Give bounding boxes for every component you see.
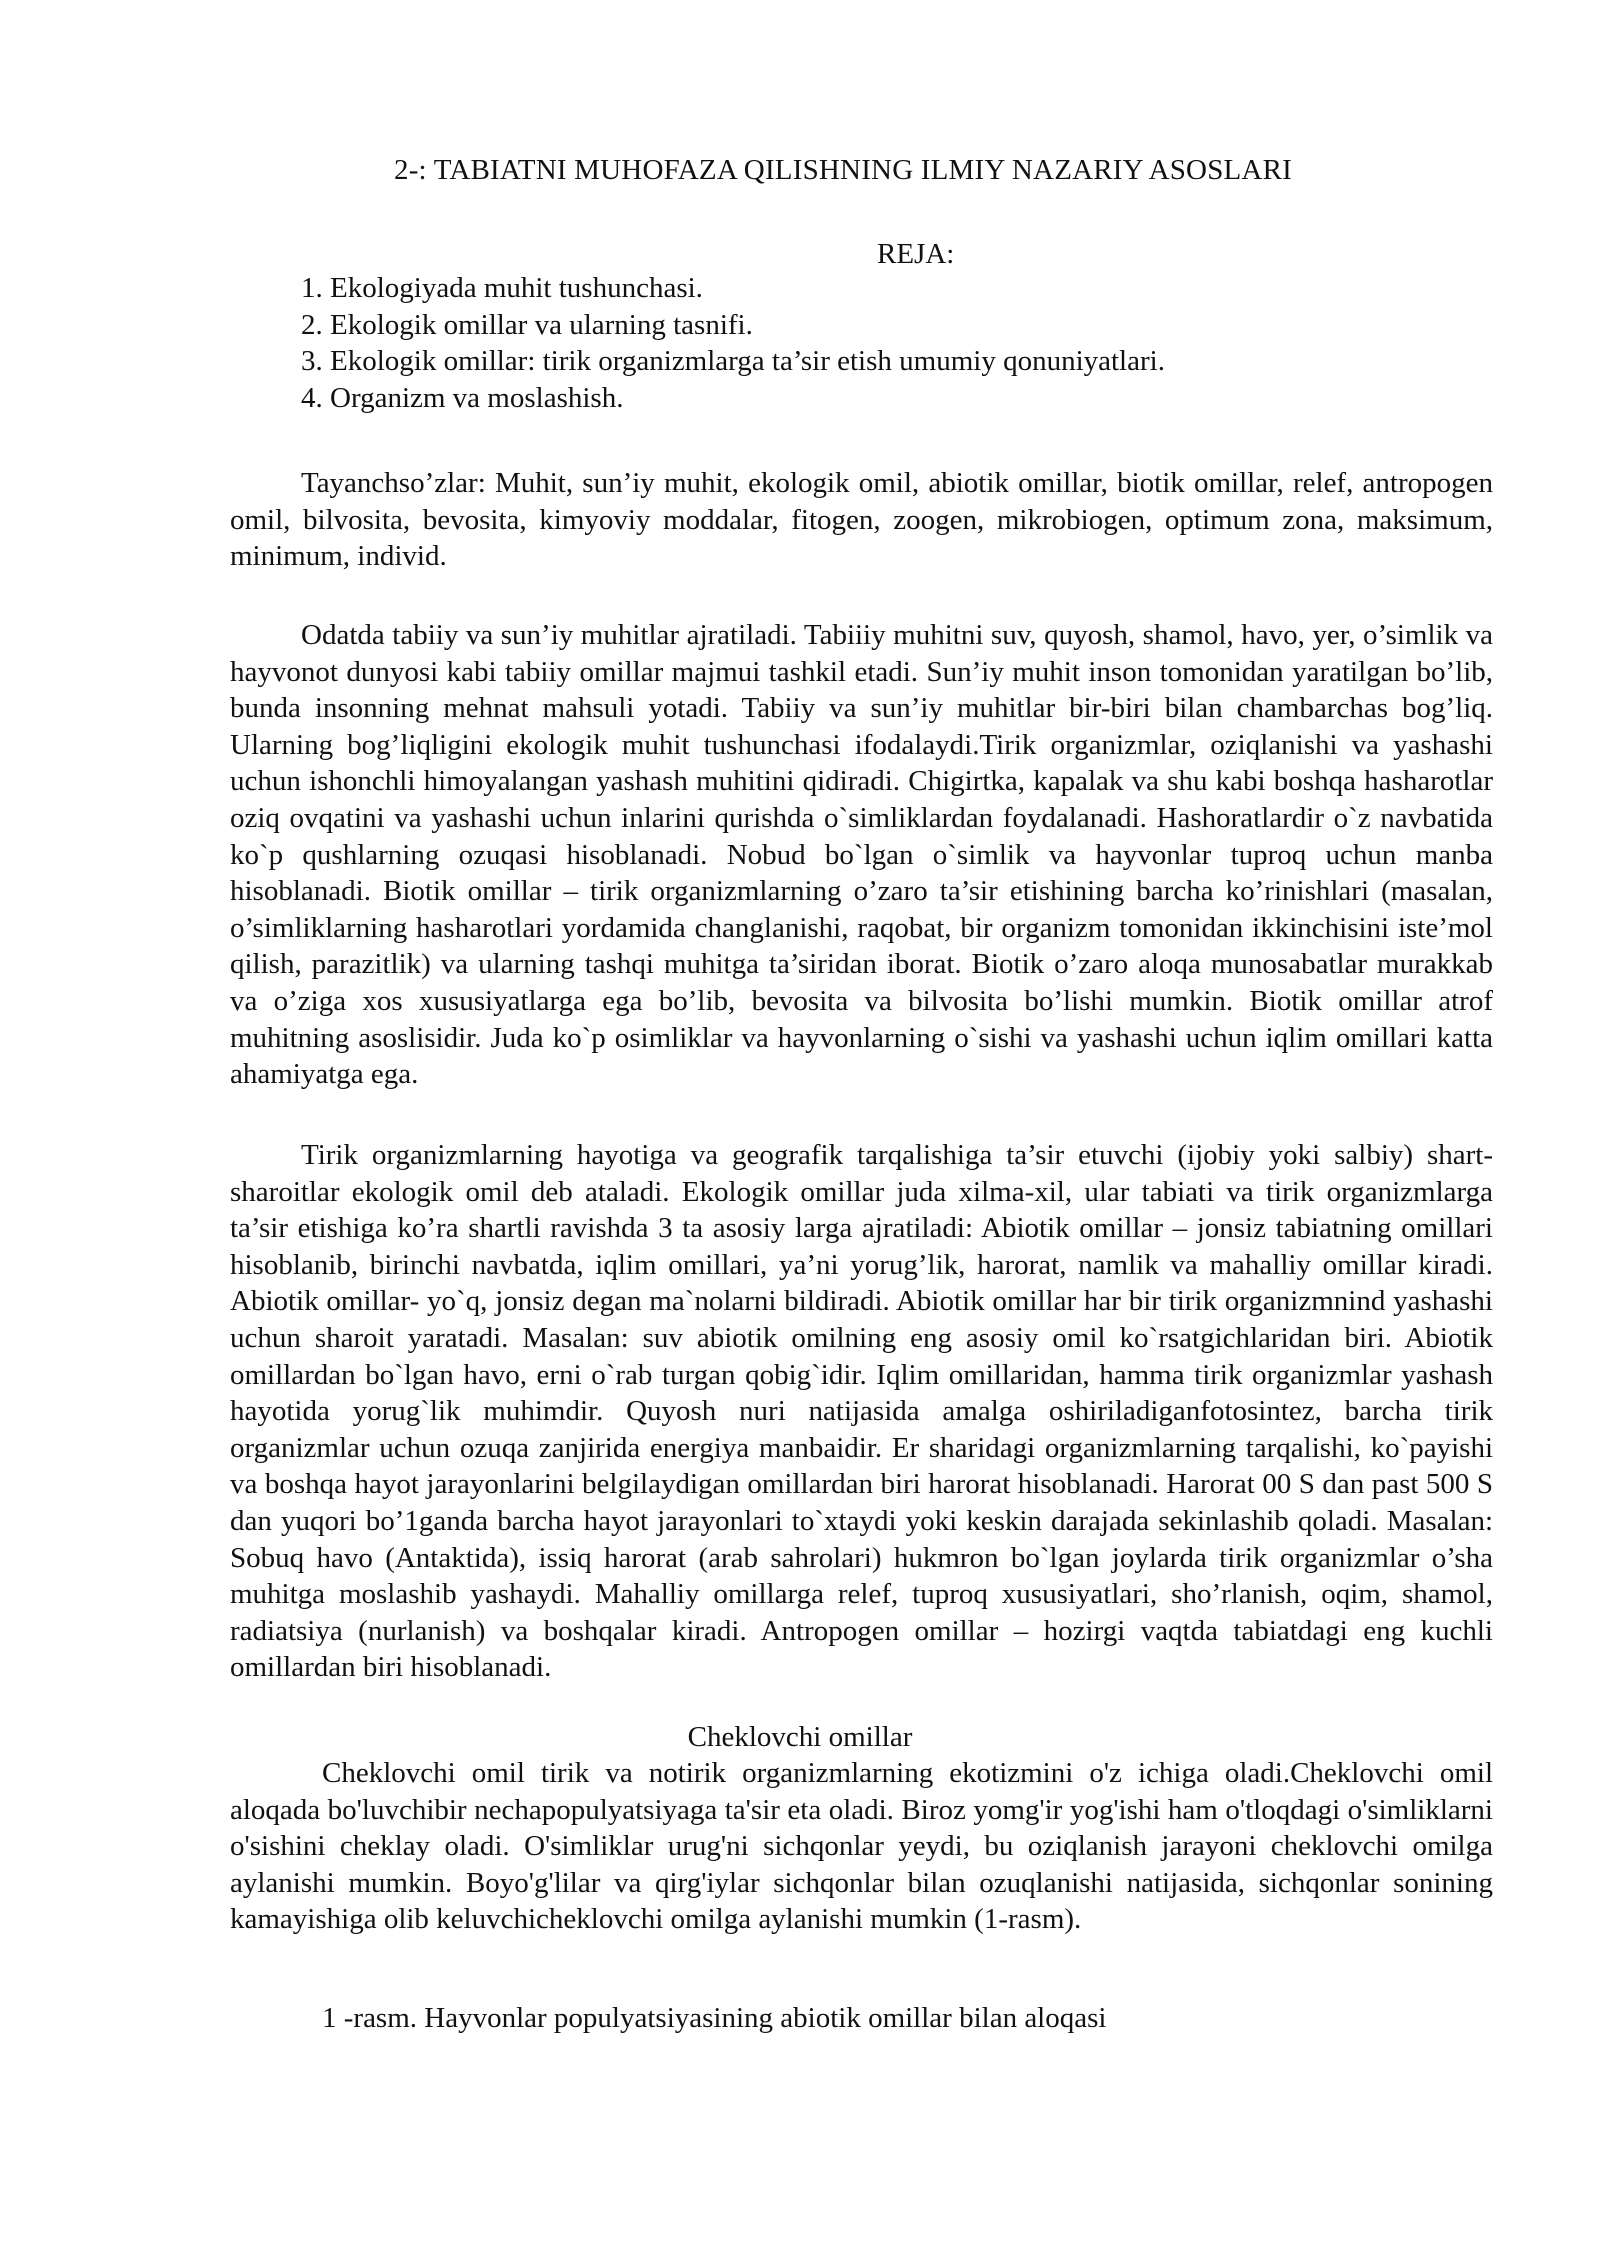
figure-caption: 1 -rasm. Hayvonlar populyatsiyasining abiotik omillar bilan aloqasi [322,2002,1107,2034]
plan-item: 4. Organizm va moslashish. [301,381,624,414]
plan-item: 2. Ekologik omillar va ularning tasnifi. [301,308,753,341]
section-subheading: Cheklovchi omillar [687,1721,913,1753]
body-paragraph-2: Tirik organizmlarning hayotiga va geografik tarqalishiga ta’sir etuvchi (ijobiy yoki salbiy) shart-sharoitlar ekologik omil deb ataladi. Ekologik omillar juda xilma-xil, ular tabiati va tirik organizmlarga ta’sir etishiga ko’ra shartli ravishda 3 ta asosiy larga ajratiladi: Abiotik omillar – jonsiz tabiatning omillari hisoblanib, birinchi navbatda, iqlim omillari, ya’ni yorug’lik, harorat, namlik va mahalliy omillar kiradi. Abiotik omillar- yo`q, jonsiz degan ma`nolarni bildiradi. Abiotik omillar har bir tirik organizmnind yashashi uchun sharoit yaratadi. Masalan: suv abiotik omilning eng asosiy omil ko`rsatgichlaridan biri. Abiotik omillardan bo`lgan havo, erni o`rab turgan qobig`idir. Iqlim omillaridan, hamma tirik organizmlar yashash hayotida yorug`lik muhimdir. Quyosh nuri natijasida amalga oshiriladiganfotosintez, barcha tirik organizmlar uchun ozuqa zanjirida energiya manbaidir. Er sharidagi organizmlarning tarqalishi, ko`payishi va boshqa hayot jarayonlarini belgilaydigan omillardan biri harorat hisoblanadi. Harorat 00 S dan past 500 S dan yuqori bo’1ganda barcha hayot jarayonlari to`xtaydi yoki keskin darajada sekinlashib qoladi. Masalan: Sobuq havo (Antaktida), issiq harorat (arab sahrolari) hukmron bo`lgan joylarda tirik organizmlar o’sha muhitga moslashib yashaydi. Mahalliy omillarga relef, tuproq xususiyatlari, sho’rlanish, oqim, shamol, radiatsiya (nurlanish) va boshqalar kiradi. Antropogen omillar – hozirgi vaqtda tabiatdagi eng kuchli omillardan biri hisoblanadi. [230,1139,1493,1684]
document-title: 2-: TABIATNI MUHOFAZA QILISHNING ILMIY NAZARIY ASOSLARI [394,154,1292,186]
plan-item: 3. Ekologik omillar: tirik organizmlarga ta’sir etish umumiy qonuniyatlari. [301,345,1165,378]
plan-list [301,270,1165,416]
body-paragraph-1: Odatda tabiiy va sun’iy muhitlar ajratiladi. Tabiiiy muhitni suv, quyosh, shamol, havo, yer, o’simlik va hayvonot dunyosi kabi tabiiy omillar majmui tashkil etadi. Sun’iy muhit inson tomonidan yaratilgan bo’lib, bunda insonning mehnat mahsuli yotadi. Tabiiy va sun’iy muhitlar bir-biri bilan chambarchas bog’liq. Ularning bog’liqligini ekologik muhit tushunchasi ifodalaydi.Tirik organizmlar, oziqlanishi va yashashi uchun ishonchli himoyalangan yashash muhitini qidiradi. Chigirtka, kapalak va shu kabi boshqa hasharotlar oziq ovqatini va yashashi uchun inlarini qurishda o`simliklardan foydalanadi. Hashoratlardir o`z navbatida ko`p qushlarning ozuqasi hisoblanadi. Nobud bo`lgan o`simlik va hayvonlar tuproq uchun manba hisoblanadi. Biotik omillar – tirik organizmlarning o’zaro ta’sir etishining barcha ko’rinishlari (masalan, o’simliklarning hasharotlari yordamida changlanishi, raqobat, bir organizm tomonidan ikkinchisini iste’mol qilish, parazitlik) va ularning tashqi muhitga ta’siridan iborat. Biotik o’zaro aloqa munosabatlar murakkab va o’ziga xos xususiyatlarga ega bo’lib, bevosita va bilvosita bo’lishi mumkin. Biotik omillar atrof muhitning asoslisidir. Juda ko`p osimliklar va hayvonlarning o`sishi va yashashi uchun iqlim omillari katta ahamiyatga ega. [230,619,1493,1091]
plan-heading: REJA: [877,238,955,270]
plan-item: 1. Ekologiyada muhit tushunchasi. [301,272,703,304]
keywords-paragraph: Tayanchso’zlar: Muhit, sun’iy muhit, ekologik omil, abiotik omillar, biotik omillar, relef, antropogen omil, bilvosita, bevosita, kimyoviy moddalar, fitogen, zoogen, mikrobiogen, optimum zona, maksimum, minimum, individ. [230,467,1493,573]
body-paragraph-3: Cheklovchi omil tirik va notirik organizmlarning ekotizmini o'z ichiga oladi.Cheklovchi omil aloqada bo'luvchibir nechapopulyatsiyaga ta'sir eta oladi. Biroz yomg'ir yog'ishi ham o'tloqdagi o'simliklarni o'sishini cheklay oladi. O'simliklar urug'ni sichqonlar yeydi, bu oziqlanish jarayoni cheklovchi omilga aylanishi mumkin. Boyo'g'lilar va qirg'iylar sichqonlar bilan ozuqlanishi natijasida, sichqonlar sonining kamayishiga olib keluvchicheklovchi omilga aylanishi mumkin (1-rasm). [230,1757,1493,1936]
